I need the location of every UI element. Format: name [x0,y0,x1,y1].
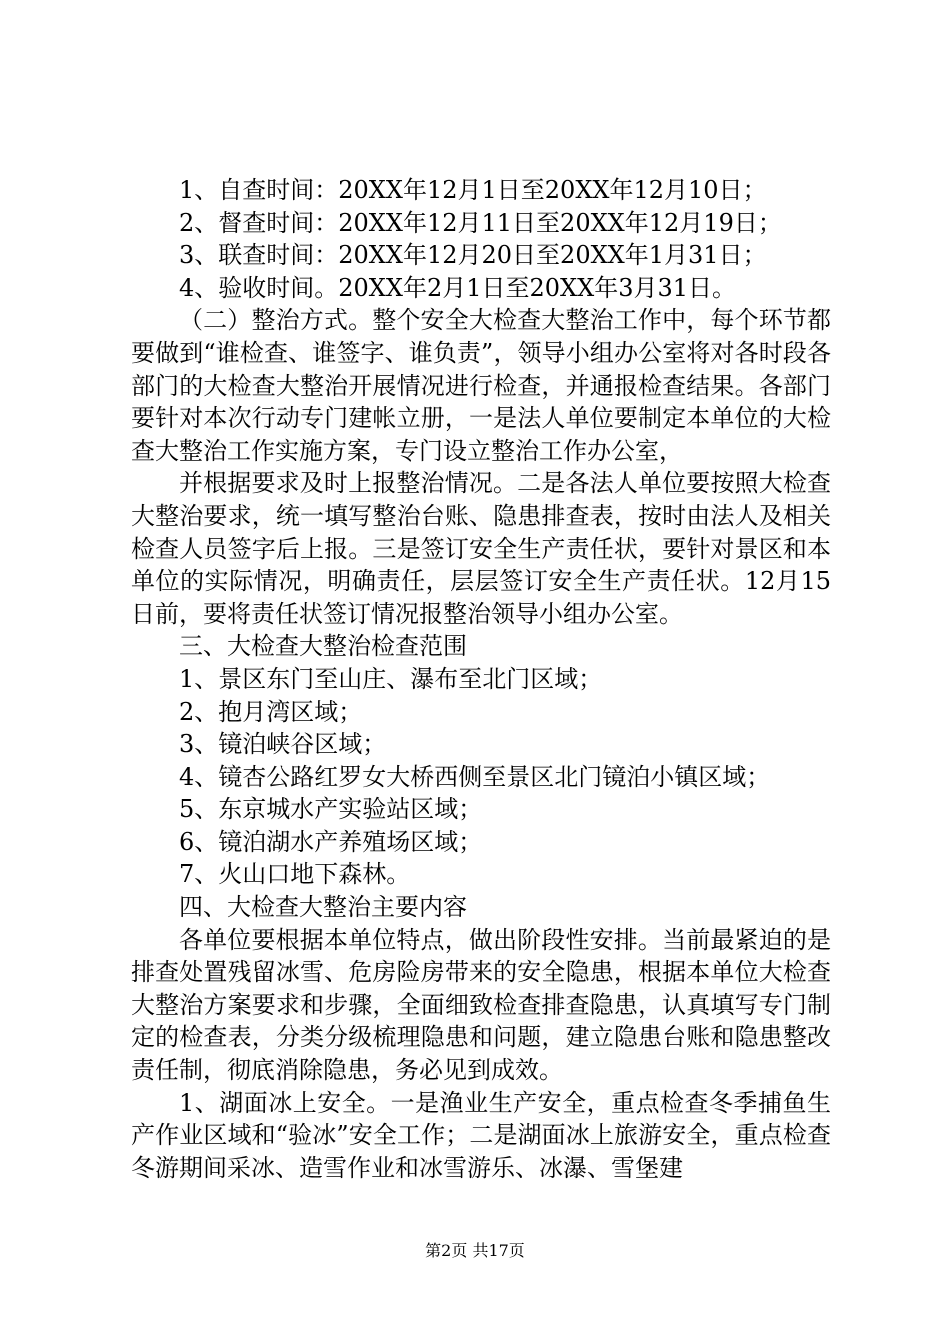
section-heading-inspection-scope: 三、大检查大整治检查范围 [179,632,467,661]
list-item-scope-4: 4、镜杏公路红罗女大桥西侧至景区北门镜泊小镇区域； [179,762,771,791]
list-item-scope-6: 6、镜泊湖水产养殖场区域； [179,827,483,856]
document-body [131,174,831,1184]
paragraph-acceptance-time: 4、验收时间。20XX年2月1日至20XX年3月31日。 [179,273,737,302]
list-item-scope-5: 5、东京城水产实验站区域； [179,795,483,824]
section-heading-main-content: 四、大检查大整治主要内容 [179,893,467,922]
page-footer [0,1241,950,1261]
paragraph-joint-inspection-time: 3、联查时间：20XX年12月20日至20XX年1月31日； [179,241,767,270]
paragraph-ice-safety: 1、湖面冰上安全。一是渔业生产安全，重点检查冬季捕鱼生产作业区域和“验冰”安全工作；二是湖面冰上旅游安全，重点检查冬游期间采冰、造雪作业和冰雪游乐、冰瀑、雪堡建 [131,1088,831,1182]
list-item-scope-7: 7、火山口地下森林。 [179,860,411,889]
page-number: 第2页 共17页 [425,1241,525,1260]
list-item-scope-1: 1、景区东门至山庄、瀑布至北门区域； [179,664,603,693]
paragraph-rectification-method: （二）整治方式。整个安全大检查大整治工作中，每个环节都要做到“谁检查、谁签字、谁负责”，领导小组办公室将对各时段各部门的大检查大整治开展情况进行检查，并通报检查结果。各部门要针对本次行动专门建帐立册，一是法人单位要制定本单位的大检查大整治工作实施方案，专门设立整治工作办公室， [131,306,831,465]
paragraph-reporting-requirements: 并根据要求及时上报整治情况。二是各法人单位要按照大检查大整治要求，统一填写整治台账、隐患排查表，按时由法人及相关检查人员签字后上报。三是签订安全生产责任状，要针对景区和本单位的实际情况，明确责任，层层签订安全生产责任状。12月15日前，要将责任状签订情况报整治领导小组办公室。 [131,469,831,628]
paragraph-self-inspection-time: 1、自查时间：20XX年12月1日至20XX年12月10日； [179,176,767,204]
paragraph-main-content: 各单位要根据本单位特点，做出阶段性安排。当前最紧迫的是排查处置残留冰雪、危房险房带来的安全隐患，根据本单位大检查大整治方案要求和步骤，全面细致检查排查隐患，认真填写专门制定的检查表，分类分级梳理隐患和问题，建立隐患台账和隐患整改责任制，彻底消除隐患，务必见到成效。 [131,925,831,1085]
list-item-scope-2: 2、抱月湾区域； [179,697,363,726]
paragraph-supervision-time: 2、督查时间：20XX年12月11日至20XX年12月19日； [179,208,782,237]
list-item-scope-3: 3、镜泊峡谷区域； [179,730,387,759]
